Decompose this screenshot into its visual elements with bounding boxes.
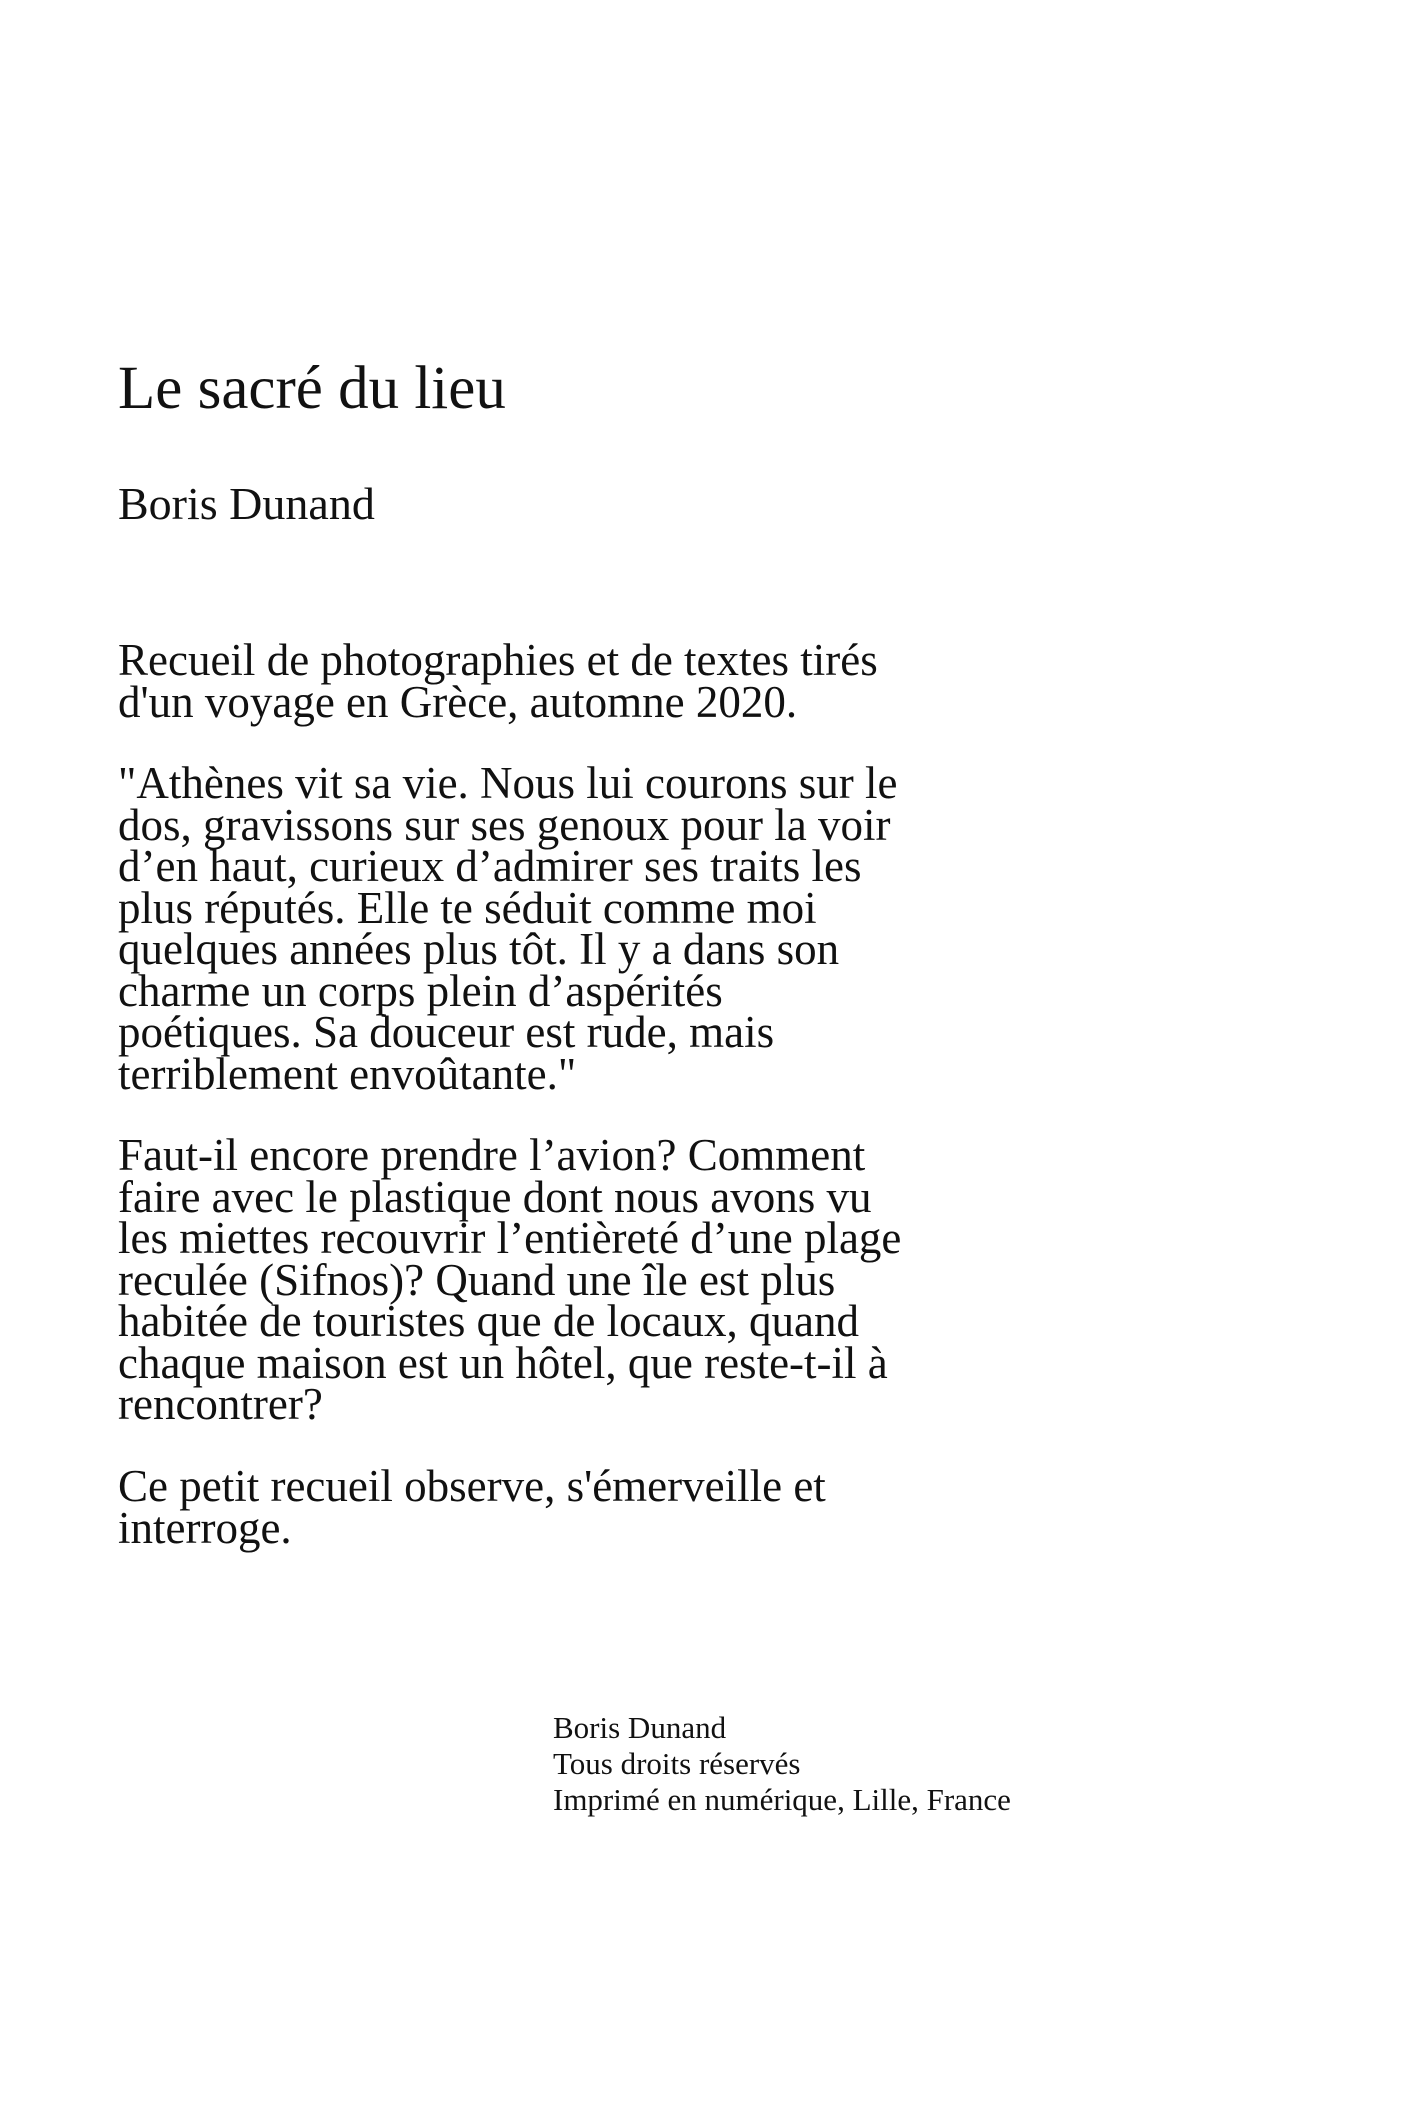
closing-paragraph: Ce petit recueil observe, s'émerveille et interroge. <box>118 1461 826 1553</box>
colophon-printing: Imprimé en numérique, Lille, France <box>553 1782 1011 1817</box>
colophon-rights: Tous droits réservés <box>553 1746 801 1781</box>
colophon-author: Boris Dunand <box>553 1710 727 1745</box>
intro-paragraph: Recueil de photographies et de textes tirés d'un voyage en Grèce, automne 2020. <box>118 635 878 727</box>
quote-paragraph: "Athènes vit sa vie. Nous lui courons sur le dos, gravissons sur ses genoux pour la voir d’en haut, curieux d’admirer ses traits les plus réputés. Elle te séduit comme moi quelques années plus tôt. Il y a dans son charme un corps plein d’aspérités poétiques. Sa douceur est rude, mais terriblement envoûtante." <box>118 758 898 1099</box>
questions-paragraph: Faut-il encore prendre l’avion? Comment faire avec le plastique dont nous avons vu les miettes recouvrir l’entièreté d’une plage reculée (Sifnos)? Quand une île est plus habitée de touristes que de locaux, quand chaque maison est un hôtel, que reste-t-il à rencontrer? <box>118 1130 902 1429</box>
author-name: Boris Dunand <box>118 478 375 529</box>
colophon <box>553 1710 1011 1818</box>
page-title: Le sacré du lieu <box>118 355 506 422</box>
